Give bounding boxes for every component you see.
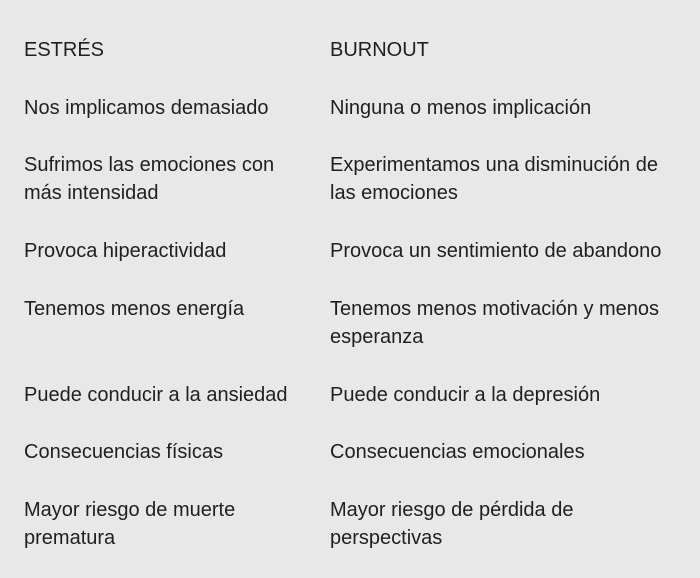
row-6-burnout: Consecuencias emocionales	[330, 441, 585, 463]
row-2-burnout: Experimentamos una disminución de las emociones	[330, 154, 658, 204]
row-5-estres: Puede conducir a la ansiedad	[24, 384, 288, 406]
row-3-burnout: Provoca un sentimiento de abandono	[330, 240, 662, 262]
row-1-estres: Nos implicamos demasiado	[24, 97, 269, 119]
row-4-estres: Tenemos menos energía	[24, 298, 245, 320]
row-5-burnout: Puede conducir a la depresión	[330, 384, 601, 406]
row-3-estres: Provoca hiperactividad	[24, 240, 227, 262]
row-2-estres: Sufrimos las emociones con más intensidad	[24, 154, 275, 204]
header-estres: ESTRÉS	[24, 39, 105, 61]
row-7-burnout: Mayor riesgo de pérdida de perspectivas	[330, 499, 574, 549]
header-burnout: BURNOUT	[330, 39, 429, 61]
row-6-estres: Consecuencias físicas	[24, 441, 223, 463]
row-7-estres: Mayor riesgo de muerte prematura	[24, 499, 236, 549]
row-4-burnout: Tenemos menos motivación y menos esperanza	[330, 298, 660, 348]
row-1-burnout: Ninguna o menos implicación	[330, 97, 592, 119]
